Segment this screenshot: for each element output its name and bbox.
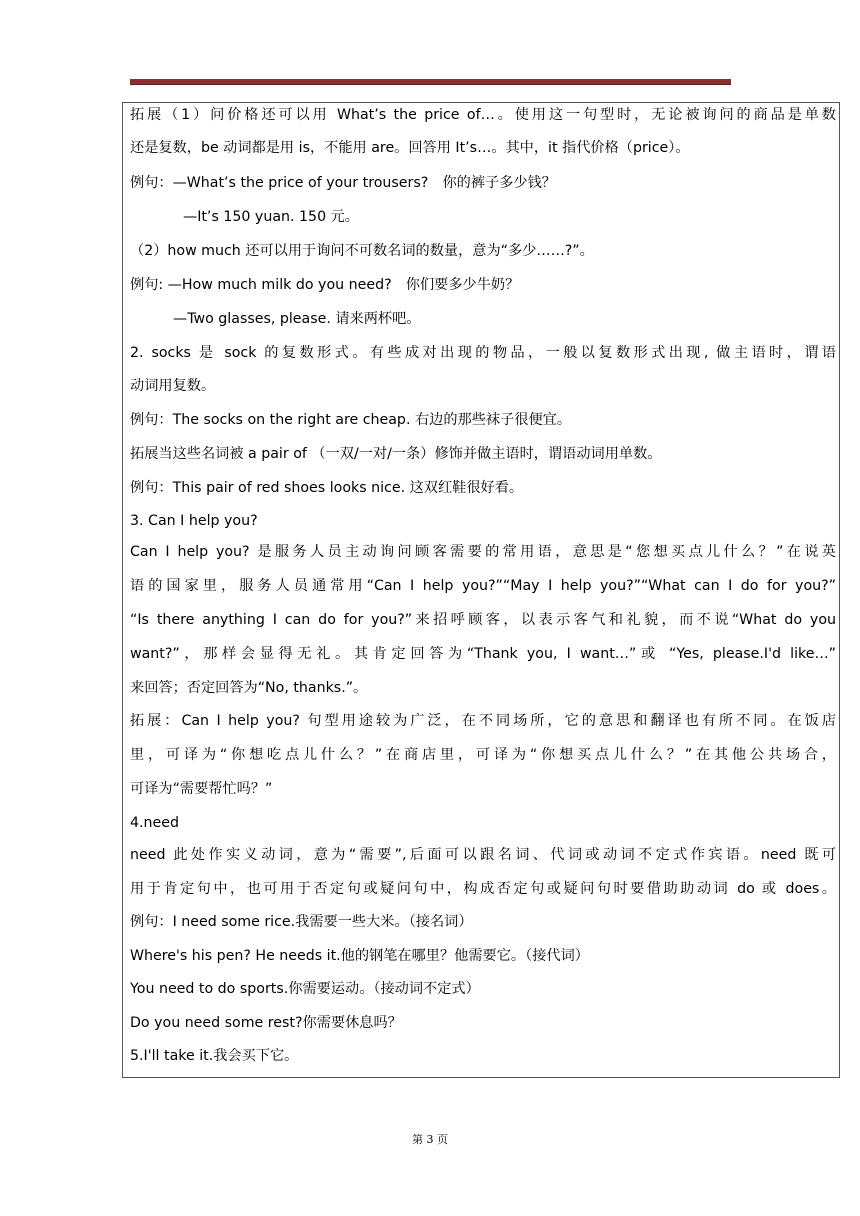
text-line: 2. socks 是 sock 的复数形式。有些成对出现的物品，一般以复数形式出现, 做主语时，谓语: [130, 345, 836, 361]
text-line: “Is there anything I can do for you?”来招呼顾客，以表示客气和礼貌，而不说“What do you: [130, 612, 836, 628]
text-line: 可译为“需要帮忙吗？”: [130, 781, 273, 797]
text-line: 拓展（1）问价格还可以用 What’s the price of…。使用这一句型时，无论被询问的商品是单数: [130, 107, 836, 123]
text-line: —Two glasses, please. 请来两杯吧。: [173, 311, 421, 327]
text-line: —It’s 150 yuan. 150 元。: [183, 209, 359, 225]
text-line: 4.need: [130, 815, 179, 831]
text-line: 动词用复数。: [130, 378, 216, 394]
text-line: 里，可译为“你想吃点儿什么？”在商店里，可译为“你想买点儿什么？”在其他公共场合，: [130, 747, 836, 763]
text-line: 例句: —How much milk do you need? 你们要多少牛奶？: [130, 277, 520, 293]
text-line: You need to do sports.你需要运动。（接动词不定式）: [130, 981, 480, 997]
text-line: Can I help you? 是服务人员主动询问顾客需要的常用语，意思是“您想买点儿什么？”在说英: [130, 544, 836, 560]
text-line: 例句：The socks on the right are cheap. 右边的那些袜子很便宜。: [130, 412, 572, 428]
text-line: 拓展：Can I help you? 句型用途较为广泛，在不同场所，它的意思和翻译也有所不同。在饭店: [130, 713, 836, 729]
text-line: 例句：This pair of red shoes looks nice. 这双红鞋很好看。: [130, 480, 524, 496]
text-line: 语的国家里，服务人员通常用“Can I help you?”“May I help you?”“What can I do for you?”: [130, 578, 836, 594]
text-line: （2）how much 还可以用于询问不可数名词的数量，意为“多少……?”。: [130, 243, 594, 259]
text-line: Do you need some rest?你需要休息吗？: [130, 1015, 402, 1031]
text-line: 用于肯定句中，也可用于否定句或疑问句中，构成否定句或疑问句时要借助助动词 do 或 does。: [130, 881, 836, 897]
header-rule: [130, 79, 731, 85]
text-line: 3. Can I help you?: [130, 513, 258, 529]
text-line: 5.I'll take it.我会买下它。: [130, 1048, 299, 1064]
page-number: 第 3 页: [412, 1133, 448, 1146]
text-line: 来回答；否定回答为“No, thanks.”。: [130, 680, 368, 696]
text-line: 拓展当这些名词被 a pair of （一双/一对/一条）修饰并做主语时，谓语动词用单数。: [130, 446, 662, 462]
text-line: 例句：—What’s the price of your trousers? 你的裤子多少钱？: [130, 175, 556, 191]
text-line: need 此处作实义动词，意为“需要”,后面可以跟名词、代词或动词不定式作宾语。need 既可: [130, 847, 836, 863]
text-line: want?”，那样会显得无礼。其肯定回答为“Thank you, I want…”或 “Yes, please.I'd like…”: [130, 646, 836, 662]
text-line: 例句：I need some rice.我需要一些大米。（接名词）: [130, 914, 473, 930]
text-line: Where's his pen? He needs it.他的钢笔在哪里？他需要它。（接代词）: [130, 948, 589, 964]
text-line: 还是复数，be 动词都是用 is，不能用 are。回答用 It’s…。其中，it 指代价格（price）。: [130, 140, 690, 156]
